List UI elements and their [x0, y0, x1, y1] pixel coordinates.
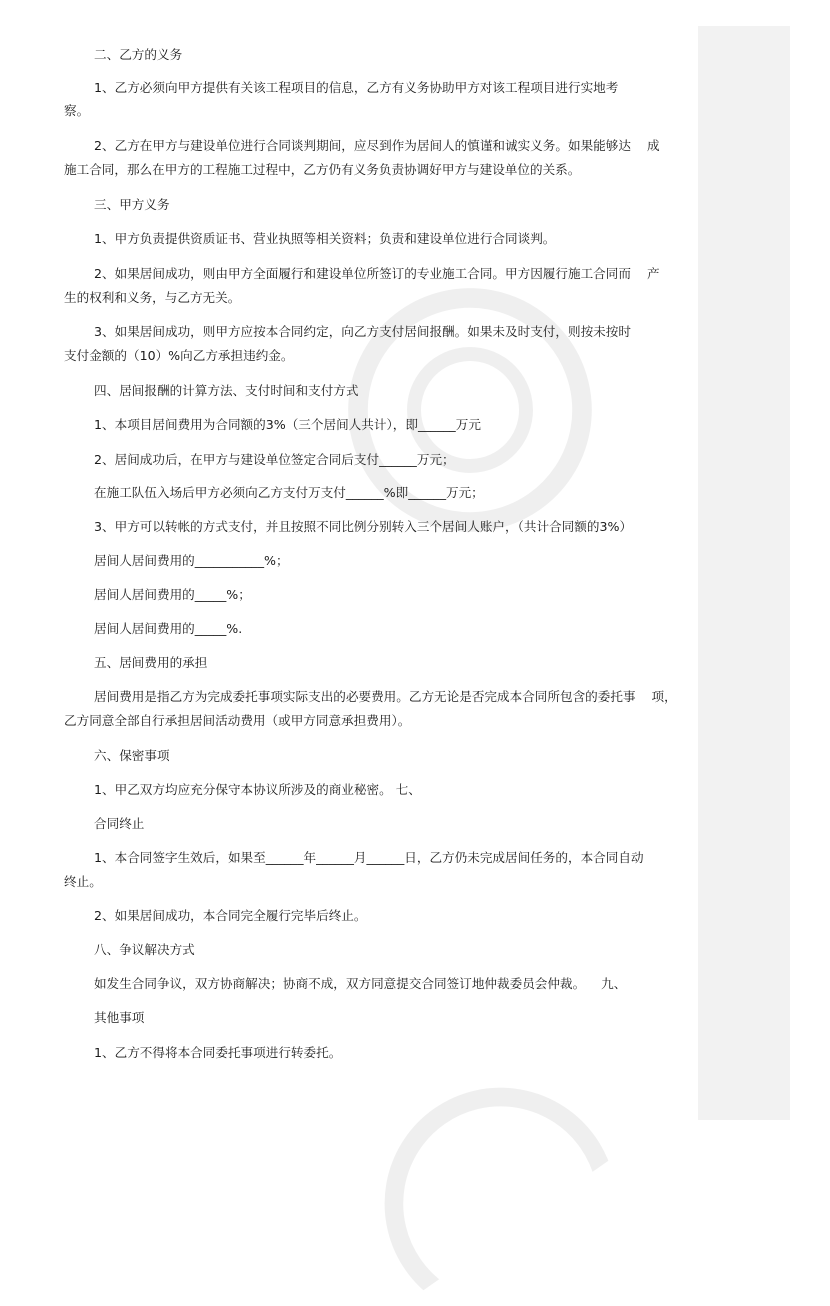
paragraph-line: 终止。: [64, 874, 102, 889]
section-heading: 合同终止: [94, 816, 145, 831]
paragraph-line: 施工合同，那么在甲方的工程施工过程中，乙方仍有义务负责协调好甲方与建设单位的关系。: [64, 162, 581, 177]
paragraph-line: 2、如果居间成功，本合同完全履行完毕后终止。: [94, 908, 367, 923]
paragraph-line: 乙方同意全部自行承担居间活动费用（或甲方同意承担费用）。: [64, 713, 411, 728]
paragraph-line: 3、如果居间成功，则甲方应按本合同约定，向乙方支付居间报酬。如果未及时支付，则按未按时: [94, 324, 631, 339]
section-heading: 五、居间费用的承担: [94, 655, 208, 670]
paragraph-line: 支付金额的（10）%向乙方承担违约金。: [64, 348, 294, 363]
paragraph-line: 2、如果居间成功，则由甲方全面履行和建设单位所签订的专业施工合同。甲方因履行施工合同而 产: [94, 266, 660, 281]
paragraph-line: 居间费用是指乙方为完成委托事项实际支出的必要费用。乙方无论是否完成本合同所包含的委托事 项，: [94, 689, 677, 704]
section-heading: 三、甲方义务: [94, 197, 170, 212]
paragraph-line: 居间人居间费用的___________%；: [94, 553, 289, 568]
paragraph-line: 生的权利和义务，与乙方无关。: [64, 290, 241, 305]
paragraph-line: 1、甲乙双方均应充分保守本协议所涉及的商业秘密。 七、: [94, 782, 421, 797]
paragraph-line: 1、乙方不得将本合同委托事项进行转委托。: [94, 1045, 342, 1060]
paragraph-line: 1、乙方必须向甲方提供有关该工程项目的信息，乙方有义务协助甲方对该工程项目进行实地考: [94, 80, 619, 95]
paragraph-line: 1、甲方负责提供资质证书、营业执照等相关资料；负责和建设单位进行合同谈判。: [94, 231, 556, 246]
paragraph-line: 居间人居间费用的_____%.: [94, 621, 243, 636]
section-heading: 八、争议解决方式: [94, 942, 195, 957]
paragraph-line: 3、甲方可以转帐的方式支付，并且按照不同比例分别转入三个居间人账户，（共计合同额的3%）: [94, 519, 633, 534]
watermark-logo-bottom: [309, 1014, 630, 1306]
paragraph-line: 1、本项目居间费用为合同额的3%（三个居间人共计），即______万元: [94, 417, 481, 432]
paragraph-line: 察。: [64, 103, 90, 118]
paragraph-line: 2、居间成功后，在甲方与建设单位签定合同后支付______万元；: [94, 452, 455, 467]
section-heading: 二、乙方的义务: [94, 47, 183, 62]
section-heading: 六、保密事项: [94, 748, 170, 763]
section-heading: 四、居间报酬的计算方法、支付时间和支付方式: [94, 383, 359, 398]
paragraph-line: 如发生合同争议，双方协商解决；协商不成，双方同意提交合同签订地仲裁委员会仲裁。 九、: [94, 976, 627, 991]
paragraph-line: 2、乙方在甲方与建设单位进行合同谈判期间，应尽到作为居间人的慎谨和诚实义务。如果能够达 成: [94, 138, 660, 153]
paragraph-line: 在施工队伍入场后甲方必须向乙方支付万支付______%即______万元；: [94, 485, 484, 500]
paragraph-line: 居间人居间费用的_____%；: [94, 587, 251, 602]
section-heading: 其他事项: [94, 1010, 145, 1025]
paragraph-line: 1、本合同签字生效后，如果至______年______月______日，乙方仍未完成居间任务的，本合同自动: [94, 850, 644, 865]
right-margin-panel: [698, 26, 790, 1120]
